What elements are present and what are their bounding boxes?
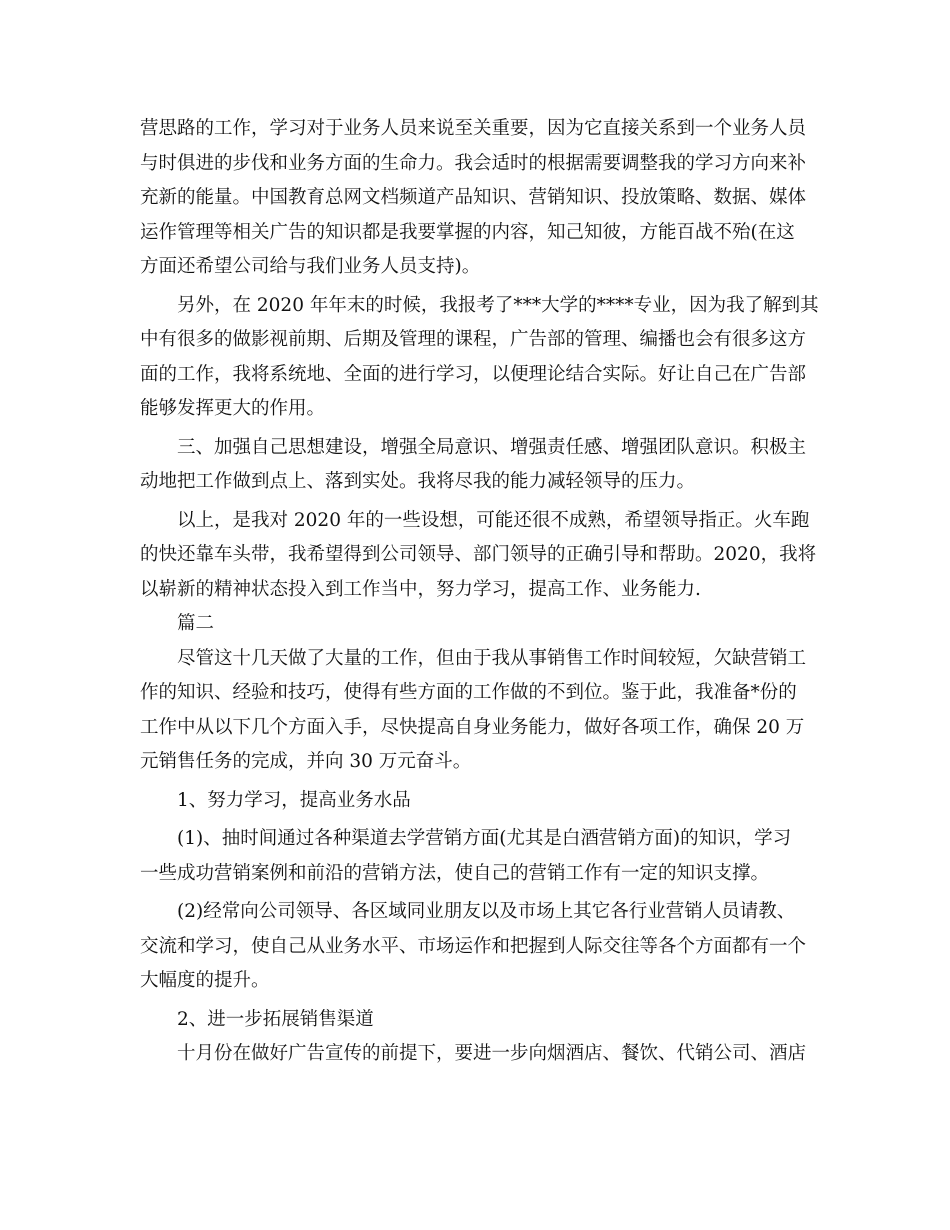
text-line: 作的知识、经验和技巧，使得有些方面的工作做的不到位。鉴于此，我准备*份的	[140, 682, 797, 703]
text-line: 1、努力学习，提高业务水品	[177, 789, 411, 811]
text-line: 大幅度的提升。	[140, 970, 270, 991]
paragraph	[140, 112, 820, 285]
paragraph	[140, 289, 820, 427]
text-line: 动地把工作做到点上、落到实处。我将尽我的能力减轻领导的压力。	[140, 471, 696, 492]
text-line: 十月份在做好广告宣传的前提下，要进一步向烟酒店、餐饮、代销公司、酒店	[177, 1043, 807, 1064]
text-line: 以崭新的精神状态投入到工作当中，努力学习，提高工作、业务能力.	[140, 578, 701, 600]
text-line: 尽管这十几天做了大量的工作，但由于我从事销售工作时间较短，欠缺营销工	[177, 647, 807, 669]
text-line: 另外，在 2020 年年末的时候，我报考了***大学的****专业，因为我了解到其	[177, 294, 819, 316]
paragraph	[140, 504, 820, 608]
text-line: 2、进一步拓展销售渠道	[177, 1008, 374, 1030]
text-line: 与时俱进的步伐和业务方面的生命力。我会适时的根据需要调整我的学习方向来补	[140, 152, 807, 174]
text-line: 营思路的工作，学习对于业务人员来说至关重要，因为它直接关系到一个业务人员	[140, 118, 807, 139]
list-heading	[140, 1003, 820, 1038]
text-line: 元销售任务的完成，并向 30 万元奋斗。	[140, 751, 472, 772]
document-body	[140, 112, 820, 1072]
text-line: 充新的能量。中国教育总网文档频道产品知识、营销知识、投放策略、数据、媒体	[140, 187, 807, 208]
text-line: 工作中从以下几个方面入手，尽快提高自身业务能力，做好各项工作，确保 20 万	[140, 716, 805, 738]
text-line: 以上，是我对 2020 年的一些设想，可能还很不成熟，希望领导指正。火车跑	[177, 509, 810, 531]
paragraph	[140, 1037, 820, 1072]
section-heading	[140, 607, 820, 642]
text-line: (1)、抽时间通过各种渠道去学营销方面(尤其是白酒营销方面)的知识，学习	[177, 828, 792, 849]
text-line: 运作管理等相关广告的知识都是我要掌握的内容，知己知彼，方能百战不殆(在这	[140, 221, 795, 243]
text-line: (2)经常向公司领导、各区域同业朋友以及市场上其它各行业营销人员请教、	[177, 901, 796, 922]
paragraph	[140, 431, 820, 500]
text-line: 面的工作，我将系统地、全面的进行学习，以便理论结合实际。好让自己在广告部	[140, 363, 807, 385]
text-line: 方面还希望公司给与我们业务人员支持)。	[140, 256, 481, 277]
text-line: 能够发挥更大的作用。	[140, 398, 326, 419]
list-heading	[140, 784, 820, 819]
text-line: 三、加强自己思想建设，增强全局意识、增强责任感、增强团队意识。积极主	[177, 436, 807, 458]
paragraph	[140, 642, 820, 780]
text-line: 中有很多的做影视前期、后期及管理的课程，广告部的管理、编播也会有很多这方	[140, 329, 807, 350]
paragraph	[140, 895, 820, 999]
text-line: 篇二	[177, 613, 215, 634]
paragraph	[140, 822, 820, 891]
text-line: 的快还靠车头带，我希望得到公司领导、部门领导的正确引导和帮助。2020，我将	[140, 544, 817, 565]
text-line: 一些成功营销案例和前沿的营销方法，使自己的营销工作有一定的知识支撑。	[140, 862, 770, 884]
text-line: 交流和学习，使自己从业务水平、市场运作和把握到人际交往等各个方面都有一个	[140, 935, 807, 957]
